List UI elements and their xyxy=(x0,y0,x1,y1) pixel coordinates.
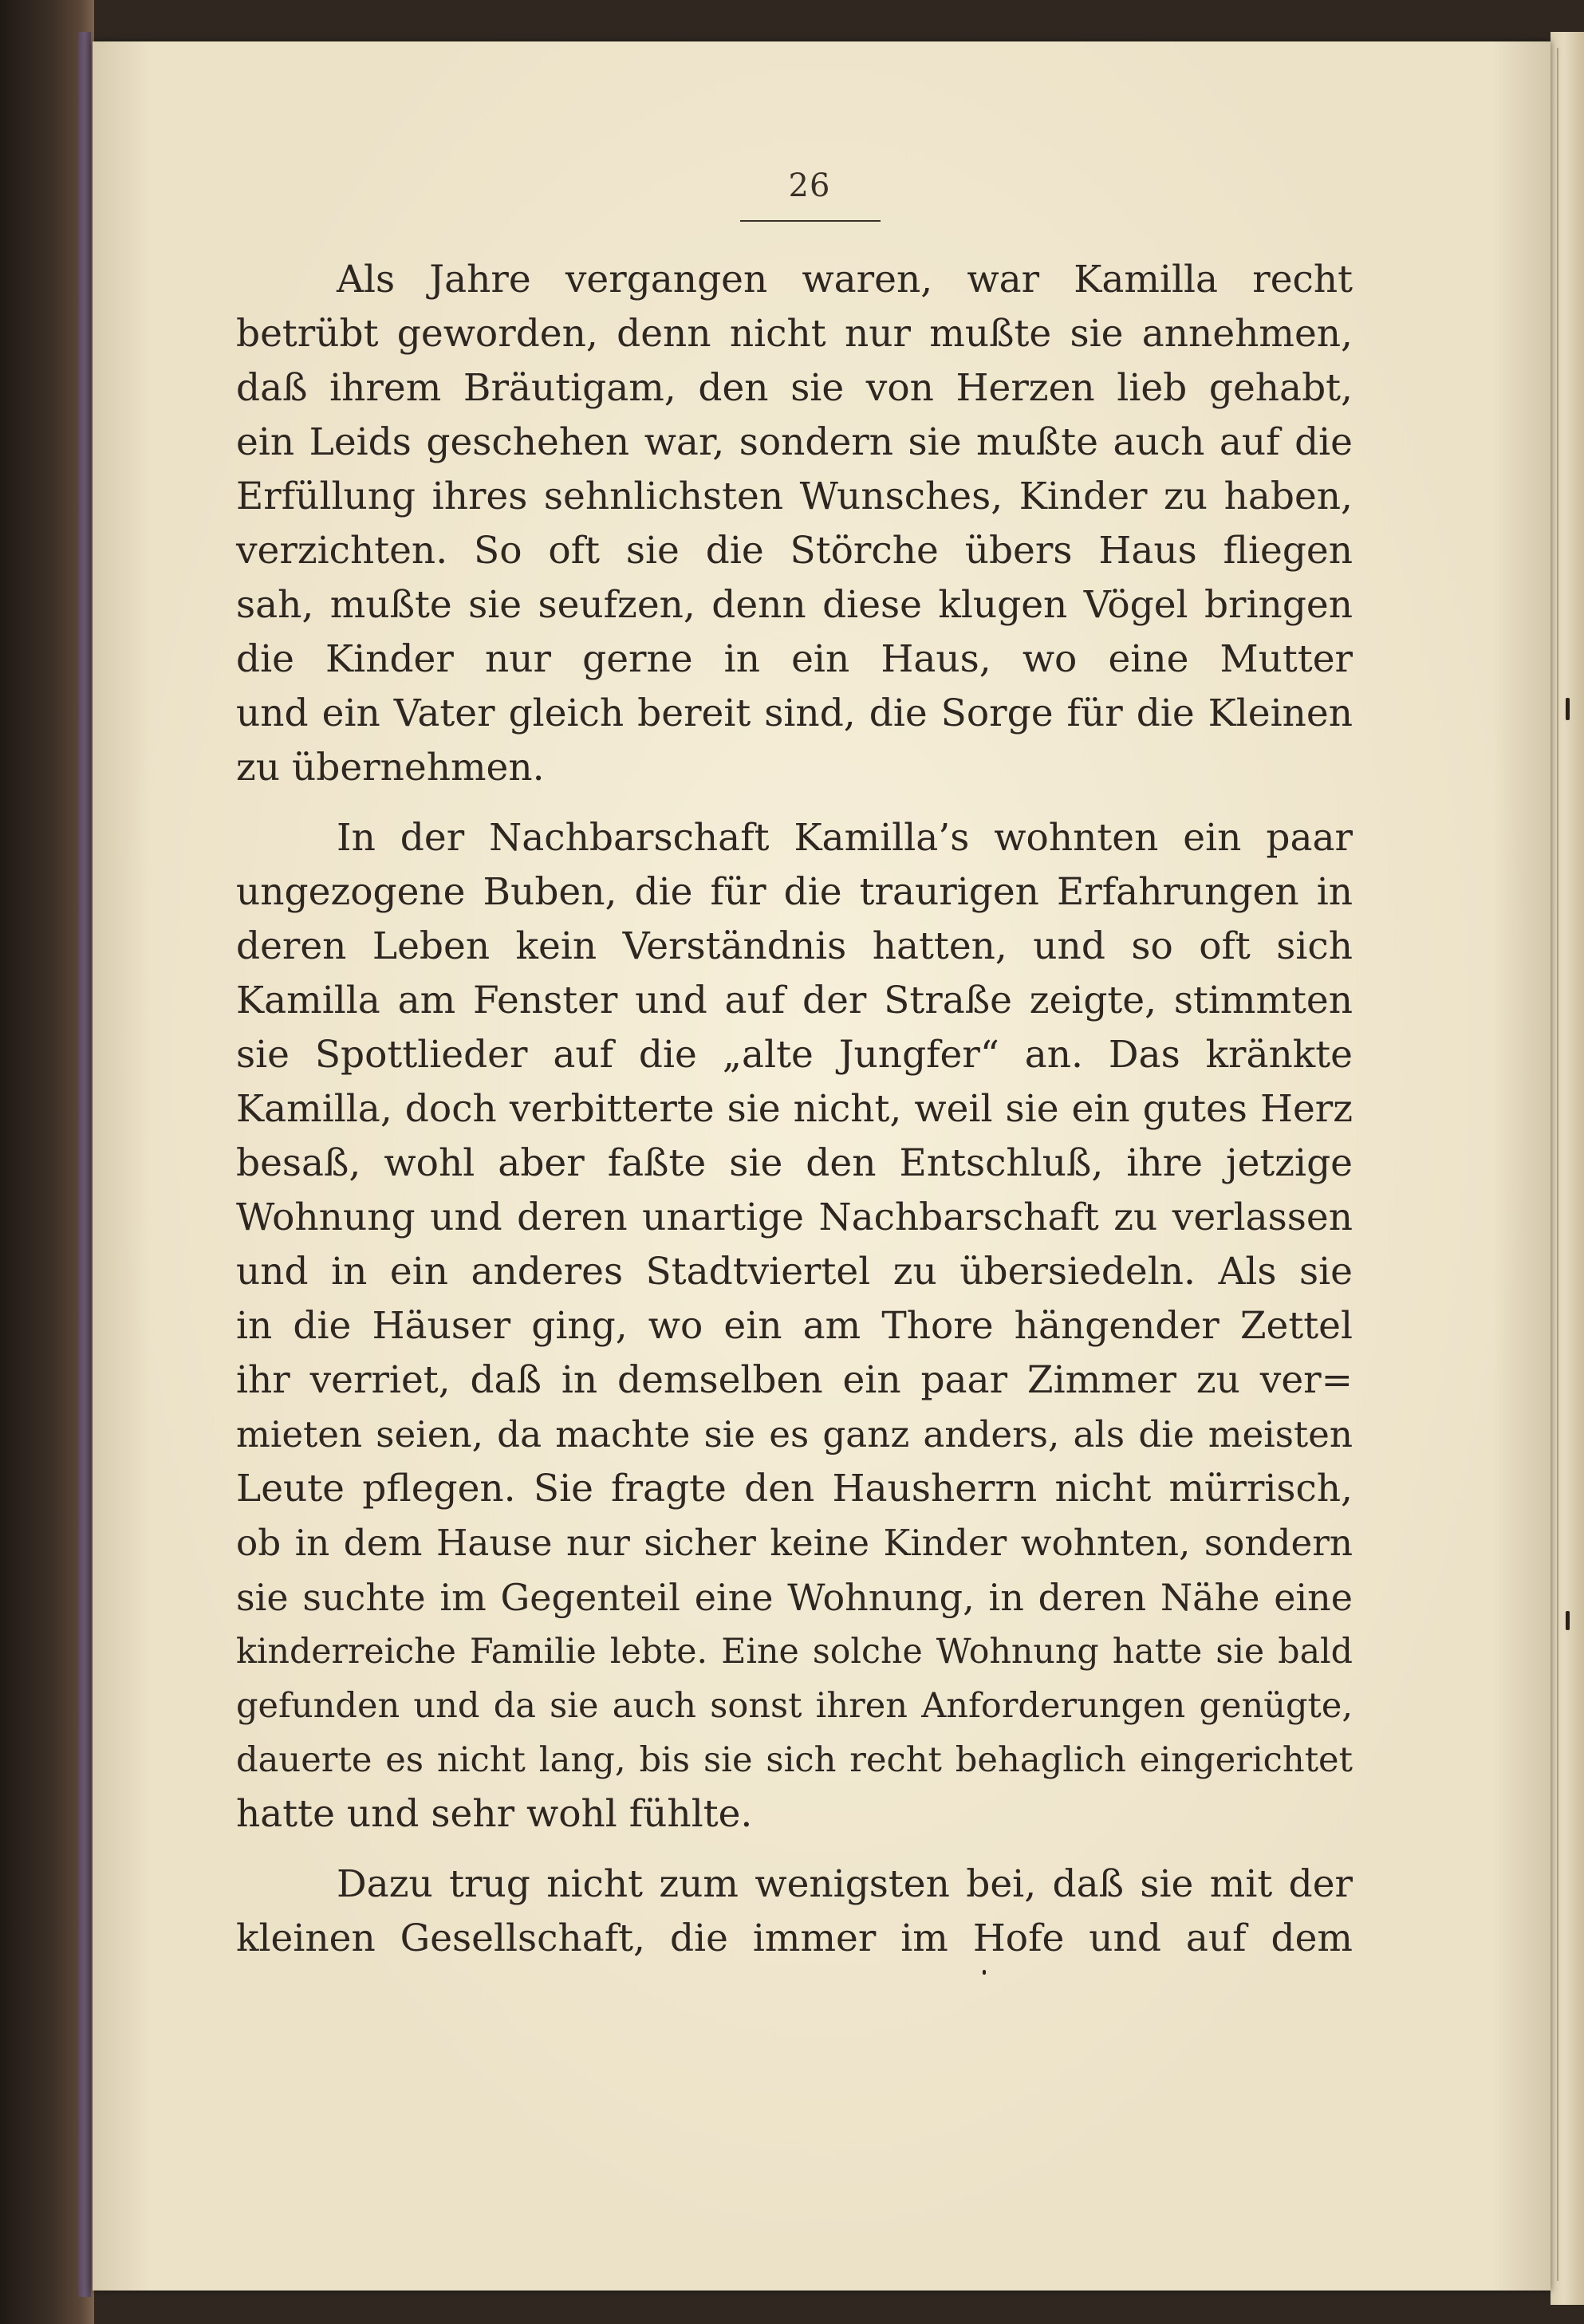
text-line-2: betrübt geworden, denn nicht nur mußte sie annehmen, xyxy=(236,312,1353,356)
text-line-20: in die Häuser ging, wo ein am Thore hängender Zettel xyxy=(236,1304,1353,1348)
next-page-edge xyxy=(1551,32,1584,2305)
text-line-11: In der Nachbarschaft Kamilla’s wohnten ein paar xyxy=(337,816,1353,860)
edge-mark xyxy=(1566,1611,1570,1630)
text-line-16: Kamilla, doch verbitterte sie nicht, weil sie ein gutes Herz xyxy=(236,1087,1353,1131)
text-line-27: gefunden und da sie auch sonst ihren Anforderungen genügte, xyxy=(236,1686,1353,1726)
text-line-13: deren Leben kein Verständnis hatten, und so oft sich xyxy=(236,924,1353,968)
text-line-21: ihr verriet, daß in demselben ein paar Zimmer zu ver= xyxy=(236,1358,1353,1402)
text-line-5: Erfüllung ihres sehnlichsten Wunsches, Kinder zu haben, xyxy=(236,475,1353,518)
text-line-10: zu übernehmen. xyxy=(236,746,545,790)
text-line-19: und in ein anderes Stadtviertel zu übersiedeln. Als sie xyxy=(236,1250,1353,1294)
text-line-18: Wohnung und deren unartige Nachbarschaft zu verlassen xyxy=(236,1195,1353,1239)
text-line-4: ein Leids geschehen war, sondern sie mußte auch auf die xyxy=(236,420,1353,464)
page-speck xyxy=(983,1970,986,1975)
text-line-3: daß ihrem Bräutigam, den sie von Herzen lieb gehabt, xyxy=(236,366,1353,410)
text-line-28: dauerte es nicht lang, bis sie sich recht behaglich eingerichtet xyxy=(236,1740,1353,1780)
page-number-rule xyxy=(740,220,881,222)
text-line-9: und ein Vater gleich bereit sind, die Sorge für die Kleinen xyxy=(236,691,1353,735)
text-line-1: Als Jahre vergangen waren, war Kamilla recht xyxy=(337,258,1353,301)
text-line-22: mieten seien, da machte sie es ganz anders, als die meisten xyxy=(236,1413,1353,1455)
text-line-14: Kamilla am Fenster und auf der Straße zeigte, stimmten xyxy=(236,979,1353,1022)
text-line-7: sah, mußte sie seufzen, denn diese klugen Vögel bringen xyxy=(236,583,1353,627)
text-line-31: kleinen Gesellschaft, die immer im Hofe und auf dem xyxy=(236,1916,1353,1960)
edge-mark xyxy=(1566,698,1570,720)
text-line-24: ob in dem Hause nur sicher keine Kinder wohnten, sondern xyxy=(236,1522,1353,1564)
spine-binding-strip xyxy=(78,32,91,2297)
text-line-6: verzichten. So oft sie die Störche übers Haus fliegen xyxy=(236,529,1353,573)
text-line-8: die Kinder nur gerne in ein Haus, wo eine Mutter xyxy=(236,637,1353,681)
text-line-23: Leute pflegen. Sie fragte den Hausherrn nicht mürrisch, xyxy=(236,1467,1353,1511)
page-edge-line xyxy=(1557,48,1558,2281)
text-line-25: sie suchte im Gegenteil eine Wohnung, in deren Nähe eine xyxy=(236,1576,1353,1619)
text-line-29: hatte und sehr wohl fühlte. xyxy=(236,1792,753,1836)
text-line-17: besaß, wohl aber faßte sie den Entschluß, ihre jetzige xyxy=(236,1141,1353,1185)
text-line-12: ungezogene Buben, die für die traurigen Erfahrungen in xyxy=(236,870,1353,914)
page-number: 26 xyxy=(788,167,831,204)
text-line-15: sie Spottlieder auf die „alte Jungfer“ an. Das kränkte xyxy=(236,1033,1353,1077)
text-line-26: kinderreiche Familie lebte. Eine solche Wohnung hatte sie bald xyxy=(236,1632,1353,1672)
text-line-30: Dazu trug nicht zum wenigsten bei, daß sie mit der xyxy=(337,1862,1353,1906)
